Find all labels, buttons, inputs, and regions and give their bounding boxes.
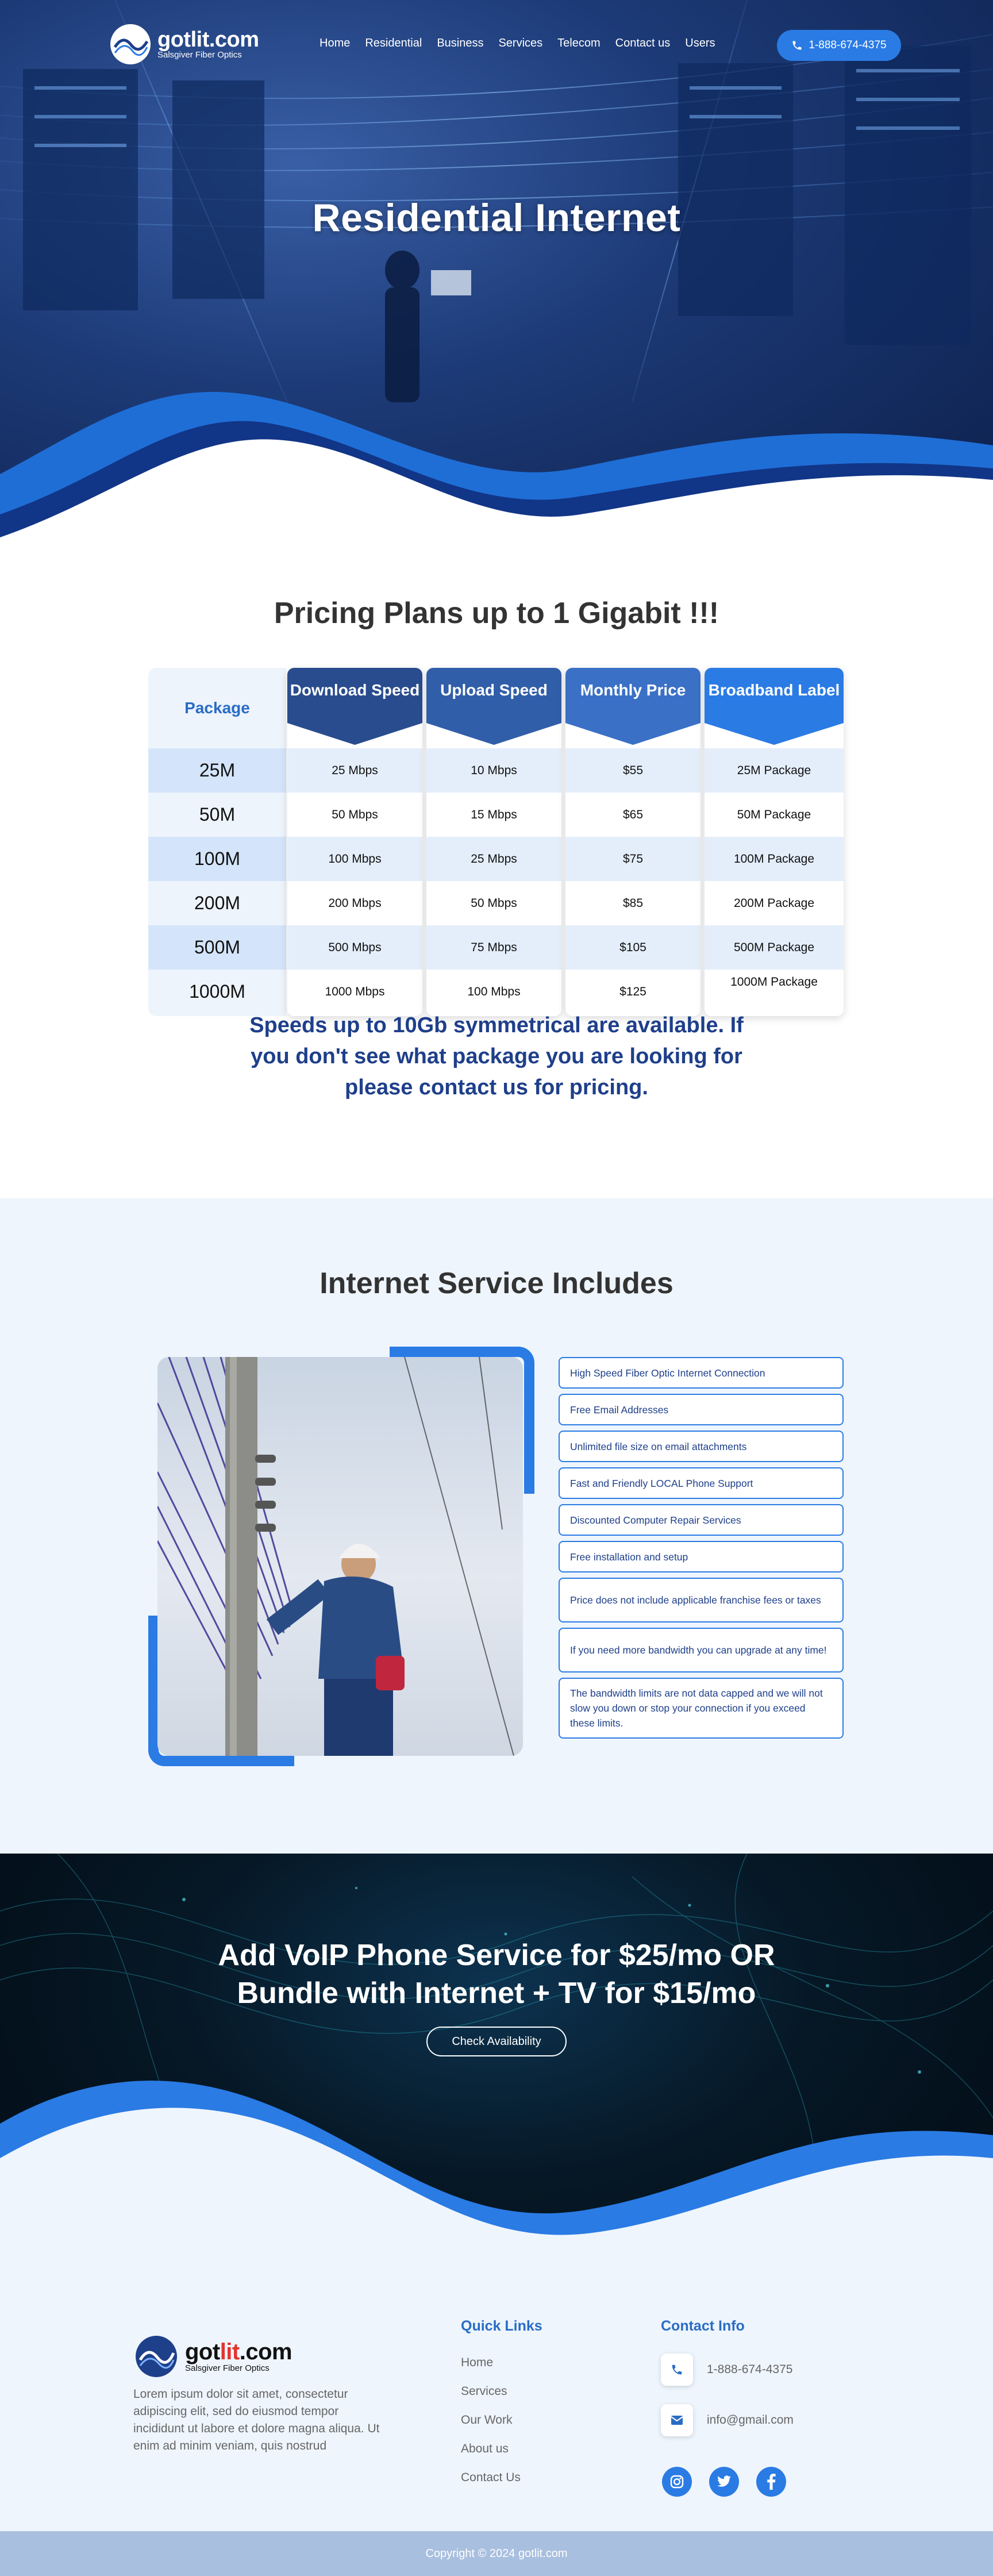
download-speed-header-label: Download Speed [290,681,420,699]
price-cell: $125 [619,985,646,998]
price-cell: 200M Package [733,896,815,910]
package-cell: 50M [199,804,236,825]
package-cell: 500M [148,925,286,970]
footer-brand-tagline: Salsgiver Fiber Optics [185,2363,270,2373]
price-cell: 50 Mbps [471,896,517,910]
technician-illustration [157,1357,523,1756]
package-cell: 200M [194,893,241,913]
voip-title [0,1936,993,2012]
upload-speed-header-label: Upload Speed [440,681,548,699]
brand-name: gotlit.com [157,28,259,52]
price-cell: 25 Mbps [287,748,422,793]
voip-section [0,1854,993,2288]
price-cell: 1000M Package [730,975,818,989]
price-cell: 25 Mbps [426,837,561,881]
main-navigation [0,22,993,68]
quick-links-list [461,2356,521,2500]
broadband-label-header [705,668,844,748]
price-cell: $85 [622,896,644,910]
price-cell: 15 Mbps [471,808,517,821]
pricing-note: Speeds up to 10Gb symmetrical are available. If you don't see what package you are looking for please contact us for pricing. [249,1013,744,1099]
feature-item: Unlimited file size on email attachments [559,1431,844,1462]
feature-item: Free installation and setup [559,1541,844,1572]
upload-speed-header [426,668,561,748]
footer-brand-highlight: lit [220,2339,240,2364]
monthly-price-header [565,668,701,748]
contact-email-icon [661,2404,693,2436]
download-speed-header [287,668,422,748]
brand-tagline: Salsgiver Fiber Optics [157,50,242,60]
nav-item-business[interactable]: Business [437,37,484,49]
contact-phone[interactable] [661,2354,792,2386]
phone-button-label: 1-888-674-4375 [809,39,887,51]
price-cell: $75 [565,837,701,881]
twitter-icon[interactable] [709,2467,739,2497]
footer-logo-text [185,2340,292,2373]
nav-item-services[interactable]: Services [498,37,543,49]
quick-link-home[interactable]: Home [461,2356,494,2369]
nav-item-contact-us[interactable]: Contact us [615,37,671,49]
package-cell: 100M [148,837,286,881]
contact-phone-text: 1-888-674-4375 [707,2363,793,2376]
package-column [148,668,286,1016]
voip-title-line1: Add VoIP Phone Service for $25/mo OR [218,1939,775,1972]
includes-title: Internet Service Includes [320,1267,673,1300]
technician-photo [157,1357,523,1756]
instagram-icon[interactable] [662,2467,692,2497]
monthly-price-header-label: Monthly Price [580,681,686,699]
footer-logo-mark-icon [136,2336,177,2377]
technician-photo-frame [148,1347,534,1766]
price-cell: 200 Mbps [328,896,382,910]
footer-brand-name [185,2340,292,2363]
footer-brand-prefix: got [185,2339,220,2364]
copyright-bar: Copyright © 2024 gotlit.com [0,2531,993,2576]
phone-icon [791,40,803,51]
broadband-label-header-label: Broadband Label [708,681,840,699]
contact-email[interactable] [661,2404,794,2436]
price-cell: 50 Mbps [332,808,378,821]
price-cell: $55 [565,748,701,793]
price-cell: 1000 Mbps [325,985,385,998]
contact-phone-icon [661,2354,693,2386]
includes-section [0,1198,993,1854]
hero-section [0,0,993,549]
package-cell: 25M [148,748,286,793]
nav-item-residential[interactable]: Residential [365,37,422,49]
contact-email-text: info@gmail.com [707,2413,794,2427]
quick-link-services[interactable]: Services [461,2385,507,2398]
social-links [662,2467,786,2497]
price-cell: 10 Mbps [426,748,561,793]
footer-about-text: Lorem ipsum dolor sit amet, consectetur adipiscing elit, sed do eiusmod tempor incididunt ut labore et dolore magna aliqua. Ut enim ad minim veniam, quis nostrud [133,2387,380,2452]
package-header: Package [184,699,250,717]
phone-button[interactable] [777,30,901,61]
nav-item-users[interactable]: Users [685,37,715,49]
hero-title: Residential Internet [312,196,681,240]
nav-item-telecom[interactable]: Telecom [557,37,601,49]
price-cell: 25M Package [705,748,844,793]
feature-item: Discounted Computer Repair Services [559,1504,844,1536]
voip-wave-divider [0,2049,993,2288]
pricing-section [0,549,993,1198]
price-cell: 500M Package [705,925,844,970]
footer-logo[interactable] [136,2336,292,2377]
brand-logo-text [157,29,259,60]
feature-item: The bandwidth limits are not data capped and we will not slow you down or stop your connection if you exceed these limits. [559,1678,844,1739]
logo-mark-icon [110,24,151,64]
price-cell: 75 Mbps [426,925,561,970]
features-list [559,1357,844,1744]
feature-item: Price does not include applicable franchise fees or taxes [559,1578,844,1623]
quick-link-our-work[interactable]: Our Work [461,2413,513,2427]
feature-item: High Speed Fiber Optic Internet Connection [559,1357,844,1389]
broadband-label-column [705,668,844,1016]
check-availability-button[interactable]: Check Availability [426,2027,567,2056]
price-cell: 50M Package [737,808,811,821]
contact-info-title: Contact Info [661,2318,745,2334]
feature-item: Fast and Friendly LOCAL Phone Support [559,1467,844,1499]
nav-item-home[interactable]: Home [320,37,351,49]
nav-menu [320,37,715,50]
quick-link-contact-us[interactable]: Contact Us [461,2471,521,2484]
feature-item: If you need more bandwidth you can upgrade at any time! [559,1628,844,1673]
facebook-icon[interactable] [756,2467,786,2497]
quick-links-title: Quick Links [461,2318,542,2334]
pricing-table [148,668,844,1016]
price-cell: 100M Package [705,837,844,881]
quick-link-about-us[interactable]: About us [461,2442,509,2455]
hero-wave-divider [0,359,993,549]
download-speed-column [287,668,422,1016]
pricing-title: Pricing Plans up to 1 Gigabit !!! [274,597,719,630]
monthly-price-column [565,668,701,1016]
upload-speed-column [426,668,561,1016]
price-cell: $105 [565,925,701,970]
price-cell: 100 Mbps [467,985,521,998]
feature-item: Free Email Addresses [559,1394,844,1425]
footer [0,2288,993,2531]
price-cell: $65 [622,808,644,821]
voip-title-line2: Bundle with Internet + TV for $15/mo [237,1977,756,2010]
price-cell: 500 Mbps [287,925,422,970]
footer-brand-suffix: .com [239,2339,292,2364]
brand-logo[interactable] [110,24,259,64]
price-cell: 100 Mbps [287,837,422,881]
package-cell: 1000M [189,981,245,1002]
